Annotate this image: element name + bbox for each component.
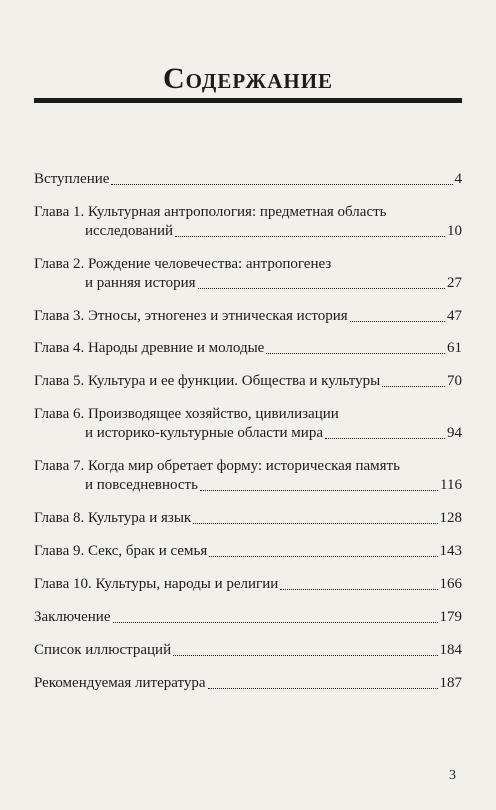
dot-leader bbox=[266, 339, 445, 354]
toc-entry-title: Глава 9. Секс, брак и семья bbox=[34, 543, 208, 559]
toc-page-number: 128 bbox=[439, 510, 462, 526]
toc-entry-title: Глава 8. Культура и язык bbox=[34, 510, 192, 526]
dot-leader bbox=[382, 372, 445, 387]
toc-page-number: 179 bbox=[439, 609, 462, 625]
toc-line bbox=[34, 274, 462, 293]
toc-line bbox=[34, 405, 462, 424]
toc-line bbox=[34, 608, 462, 627]
toc-line bbox=[34, 542, 462, 561]
toc-entry bbox=[34, 509, 462, 528]
toc-entry bbox=[34, 405, 462, 443]
dot-leader bbox=[113, 608, 438, 623]
toc-entry bbox=[34, 203, 462, 241]
toc-entry-title: Глава 1. Культурная антропология: предметная область bbox=[34, 204, 387, 220]
toc-page-number: 10 bbox=[447, 223, 462, 239]
toc-entry-title: и историко-культурные области мира bbox=[85, 425, 323, 441]
dot-leader bbox=[200, 476, 438, 491]
toc-entry bbox=[34, 542, 462, 561]
page-number: 3 bbox=[449, 768, 456, 783]
toc-line bbox=[34, 339, 462, 358]
dot-leader bbox=[350, 307, 445, 322]
toc-entry bbox=[34, 339, 462, 358]
toc-entry-title: Глава 3. Этносы, этногенез и этническая история bbox=[34, 308, 348, 324]
toc-entry-title: Глава 2. Рождение человечества: антропогенез bbox=[34, 256, 332, 272]
dot-leader bbox=[198, 274, 445, 289]
toc-line bbox=[34, 575, 462, 594]
toc-entry-title: исследований bbox=[85, 223, 174, 239]
toc-entry-title: Вступление bbox=[34, 171, 110, 187]
dot-leader bbox=[208, 674, 438, 689]
toc-entry bbox=[34, 575, 462, 594]
toc-line bbox=[34, 372, 462, 391]
toc-entry-title: Глава 10. Культуры, народы и религии bbox=[34, 576, 279, 592]
toc-entry bbox=[34, 608, 462, 627]
toc-entry-title: Список иллюстраций bbox=[34, 642, 172, 658]
toc-line bbox=[34, 255, 462, 274]
toc-page-number: 70 bbox=[447, 373, 462, 389]
dot-leader bbox=[280, 575, 437, 590]
toc-entry bbox=[34, 255, 462, 293]
toc-entry-title: Глава 7. Когда мир обретает форму: историческая память bbox=[34, 458, 400, 474]
toc-page-number: 143 bbox=[439, 543, 462, 559]
dot-leader bbox=[325, 424, 445, 439]
toc-line bbox=[34, 674, 462, 693]
toc-page-number: 184 bbox=[439, 642, 462, 658]
toc-page-number: 94 bbox=[447, 425, 462, 441]
toc-page-number: 47 bbox=[447, 308, 462, 324]
toc-line bbox=[34, 457, 462, 476]
toc-entry bbox=[34, 457, 462, 495]
toc-entry bbox=[34, 170, 462, 189]
toc-entry-title: и ранняя история bbox=[85, 275, 196, 291]
toc-entry bbox=[34, 674, 462, 693]
toc-page-number: 116 bbox=[440, 477, 462, 493]
dot-leader bbox=[175, 222, 445, 237]
toc-entry-title: Глава 5. Культура и ее функции. Общества и культуры bbox=[34, 373, 381, 389]
toc-line bbox=[34, 476, 462, 495]
toc-page-number: 27 bbox=[447, 275, 462, 291]
dot-leader bbox=[173, 641, 437, 656]
toc-page-number: 4 bbox=[454, 171, 462, 187]
toc-page-number: 166 bbox=[439, 576, 462, 592]
toc-entry-title: Глава 6. Производящее хозяйство, цивилизации bbox=[34, 406, 339, 422]
toc-line bbox=[34, 641, 462, 660]
toc-entry-title: Глава 4. Народы древние и молодые bbox=[34, 340, 265, 356]
toc-entry bbox=[34, 372, 462, 391]
toc-line bbox=[34, 203, 462, 222]
toc-entry-title: Рекомендуемая литература bbox=[34, 675, 206, 691]
dot-leader bbox=[209, 542, 437, 557]
toc-page-number: 61 bbox=[447, 340, 462, 356]
dot-leader bbox=[111, 170, 452, 185]
toc-page-number: 187 bbox=[439, 675, 462, 691]
toc-entry bbox=[34, 641, 462, 660]
toc-line bbox=[34, 307, 462, 326]
table-of-contents bbox=[34, 170, 462, 693]
toc-entry bbox=[34, 307, 462, 326]
toc-entry-title: Заключение bbox=[34, 609, 111, 625]
title-rule bbox=[34, 98, 462, 103]
dot-leader bbox=[193, 509, 437, 524]
toc-line bbox=[34, 509, 462, 528]
toc-line bbox=[34, 170, 462, 189]
page-title: Содержание bbox=[162, 62, 334, 95]
toc-line bbox=[34, 222, 462, 241]
toc-entry-title: и повседневность bbox=[85, 477, 198, 493]
toc-line bbox=[34, 424, 462, 443]
